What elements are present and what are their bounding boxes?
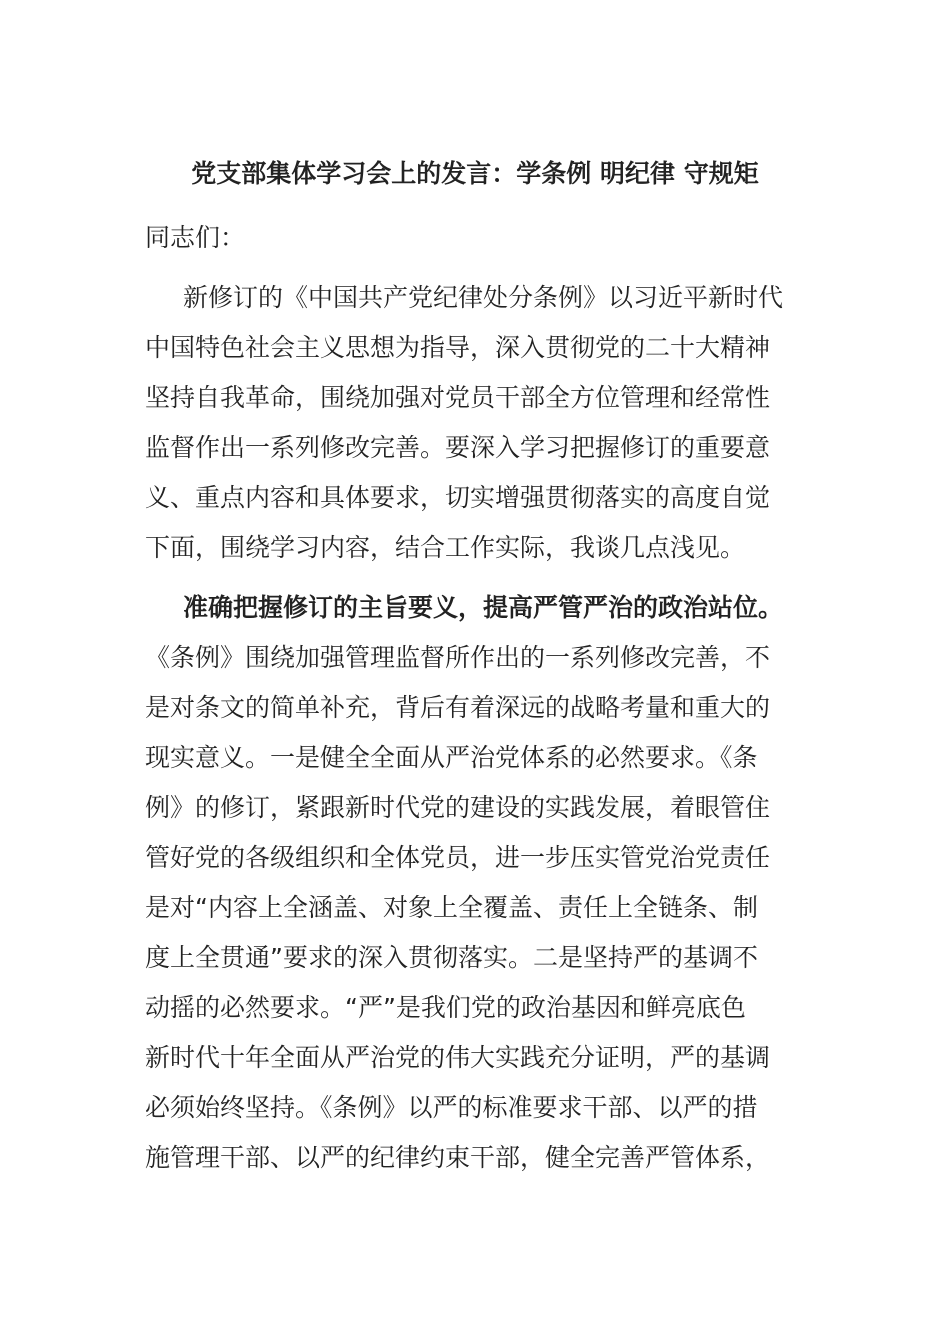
paragraph-section-1: [145, 590, 809, 1190]
text-line: 坚持自我革命，围绕加强对党员干部全方位管理和经常性: [145, 383, 771, 412]
text-line: 现实意义。一是健全全面从严治党体系的必然要求。《条: [145, 743, 758, 772]
greeting: 同志们：: [145, 223, 246, 252]
text-line: 监督作出一系列修改完善。要深入学习把握修订的重要意: [145, 433, 771, 462]
text-line: 义、重点内容和具体要求，切实增强贯彻落实的高度自觉: [145, 483, 771, 512]
text-line: 必须始终坚持。《条例》以严的标准要求干部、以严的措: [145, 1093, 758, 1122]
text-line: 是对“内容上全涵盖、对象上全覆盖、责任上全链条、制: [145, 893, 758, 922]
document-title: 党支部集体学习会上的发言：学条例 明纪律 守规矩: [191, 159, 759, 188]
text-line: 中国特色社会主义思想为指导，深入贯彻党的二十大精神: [145, 333, 771, 362]
text-line: 度上全贯通”要求的深入贯彻落实。二是坚持严的基调不: [145, 943, 758, 972]
text-line: 动摇的必然要求。“严”是我们党的政治基因和鲜亮底色: [145, 993, 746, 1022]
section-heading: 准确把握修订的主旨要义，提高严管严治的政治站位。: [183, 593, 784, 622]
text-line: 例》的修订，紧跟新时代党的建设的实践发展，着眼管住: [145, 793, 771, 822]
text-line: 下面，围绕学习内容，结合工作实际，我谈几点浅见。: [145, 533, 746, 562]
text-line: 新修订的《中国共产党纪律处分条例》以习近平新时代: [183, 283, 784, 312]
text-line: 施管理干部、以严的纪律约束干部，健全完善严管体系，: [145, 1143, 771, 1172]
paragraph-intro: [145, 280, 809, 580]
text-line: 管好党的各级组织和全体党员，进一步压实管党治党责任: [145, 843, 771, 872]
text-line: 新时代十年全面从严治党的伟大实践充分证明，严的基调: [145, 1043, 771, 1072]
text-line: 《条例》围绕加强管理监督所作出的一系列修改完善，不: [145, 643, 771, 672]
text-line: 是对条文的简单补充，背后有着深远的战略考量和重大的: [145, 693, 771, 722]
